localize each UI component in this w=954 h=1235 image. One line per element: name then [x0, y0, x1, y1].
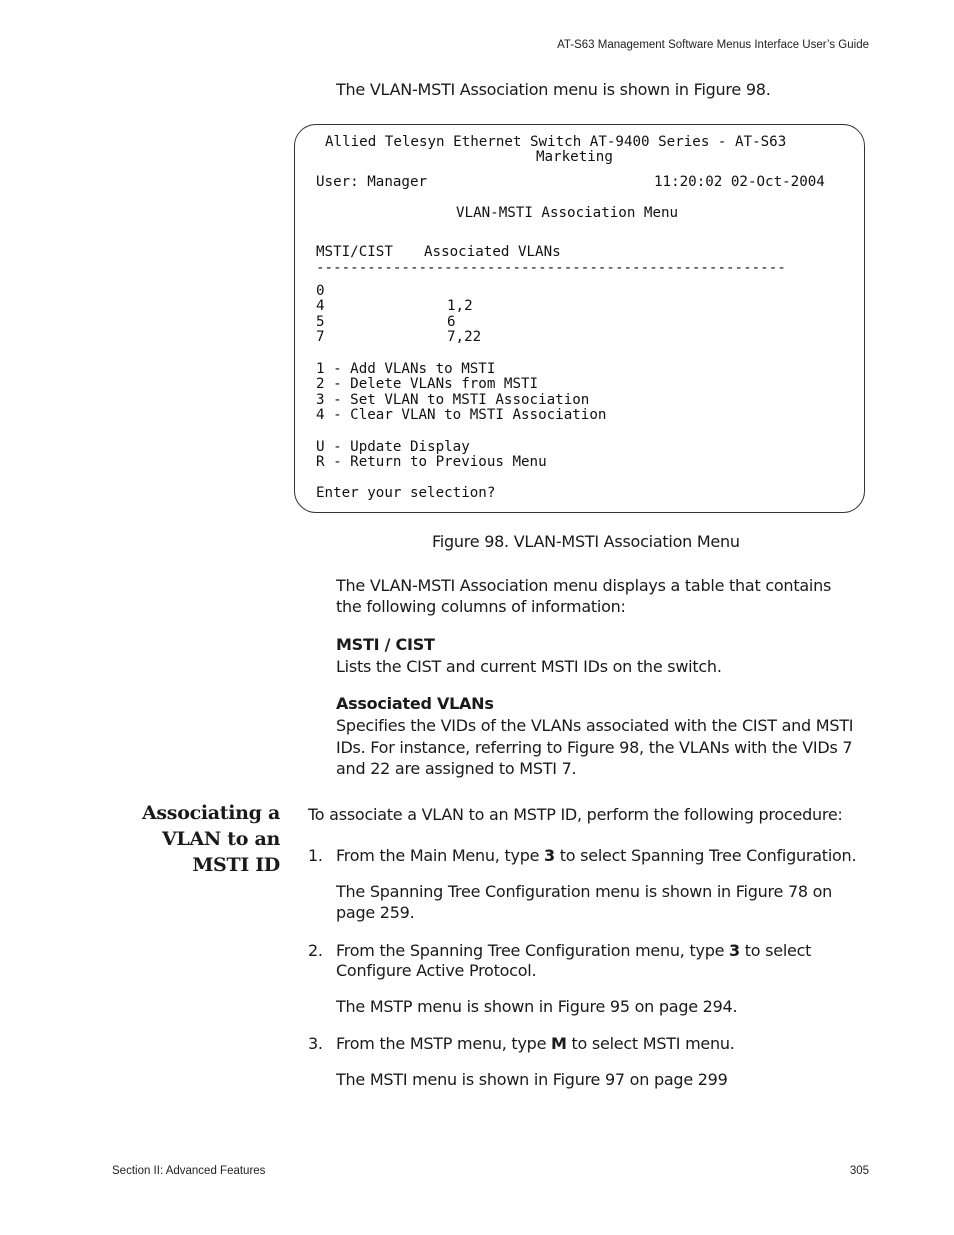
menu-option-add[interactable]: 1 - Add VLANs to MSTI [316, 361, 496, 377]
section-heading-line2: VLAN to an [161, 828, 280, 850]
terminal-menu-title: VLAN-MSTI Association Menu [456, 205, 679, 221]
table-row-vlans: 7,22 [447, 329, 482, 345]
step-text: to select Spanning Tree Configuration. [554, 846, 857, 865]
figure-caption: Figure 98. VLAN-MSTI Association Menu [432, 532, 740, 551]
term-title-msti-cist: MSTI / CIST [336, 635, 435, 654]
column-header-vlans: Associated VLANs [424, 244, 561, 260]
term-text-line3: and 22 are assigned to MSTI 7. [336, 759, 577, 778]
menu-option-set[interactable]: 3 - Set VLAN to MSTI Association [316, 392, 590, 408]
step-key: 3 [729, 941, 740, 960]
table-row-msti: 0 [316, 283, 325, 299]
footer-section: Section II: Advanced Features [112, 1165, 266, 1177]
term-text-line1: Specifies the VIDs of the VLANs associated with the CIST and MSTI [336, 716, 854, 735]
step-text: to select MSTI menu. [566, 1034, 735, 1053]
step-2-line2: Configure Active Protocol. [336, 961, 537, 980]
note-1-line1: The Spanning Tree Configuration menu is shown in Figure 78 on [336, 882, 833, 901]
table-row-msti: 4 [316, 298, 325, 314]
running-header: AT-S63 Management Software Menus Interface User’s Guide [557, 39, 869, 51]
table-row-vlans: 6 [447, 314, 456, 330]
selection-prompt[interactable]: Enter your selection? [316, 485, 496, 501]
menu-option-delete[interactable]: 2 - Delete VLANs from MSTI [316, 376, 539, 392]
terminal-banner-line1: Allied Telesyn Ethernet Switch AT-9400 Series - AT-S63 [325, 134, 787, 150]
intro-text: The VLAN-MSTI Association menu is shown in Figure 98. [336, 80, 771, 99]
procedure-intro: To associate a VLAN to an MSTP ID, perform the following procedure: [308, 805, 843, 824]
step-1-text [336, 845, 856, 866]
column-header-msti: MSTI/CIST [316, 244, 393, 260]
step-3-text [336, 1033, 735, 1054]
step-text: From the Spanning Tree Configuration menu, type [336, 941, 730, 960]
table-row-vlans: 1,2 [447, 298, 473, 314]
step-number: 1. [308, 846, 323, 865]
step-key: 3 [544, 846, 555, 865]
menu-option-update[interactable]: U - Update Display [316, 439, 470, 455]
table-row-msti: 5 [316, 314, 325, 330]
step-text: From the MSTP menu, type [336, 1034, 551, 1053]
note-3: The MSTI menu is shown in Figure 97 on page 299 [336, 1070, 728, 1089]
term-text-line2: IDs. For instance, referring to Figure 98, the VLANs with the VIDs 7 [336, 738, 853, 757]
step-text: From the Main Menu, type [336, 846, 545, 865]
terminal-screen [294, 124, 865, 513]
step-number: 3. [308, 1034, 323, 1053]
terminal-banner-line2: Marketing [536, 149, 613, 165]
term-title-associated-vlans: Associated VLANs [336, 694, 494, 713]
note-2: The MSTP menu is shown in Figure 95 on page 294. [336, 997, 738, 1016]
terminal-timestamp: 11:20:02 02-Oct-2004 [654, 174, 825, 190]
section-heading-line3: MSTI ID [192, 854, 280, 876]
step-number: 2. [308, 941, 323, 960]
menu-option-return[interactable]: R - Return to Previous Menu [316, 454, 547, 470]
term-text-msti-cist: Lists the CIST and current MSTI IDs on the switch. [336, 657, 722, 676]
step-2-text [336, 940, 811, 961]
description-line2: the following columns of information: [336, 597, 626, 616]
terminal-divider: ------------------------------------------------------- [316, 260, 786, 276]
table-row-msti: 7 [316, 329, 325, 345]
section-heading-line1: Associating a [141, 802, 280, 824]
step-key: M [551, 1034, 567, 1053]
terminal-user: User: Manager [316, 174, 428, 190]
menu-option-clear[interactable]: 4 - Clear VLAN to MSTI Association [316, 407, 607, 423]
page-number: 305 [849, 1165, 869, 1177]
description-line1: The VLAN-MSTI Association menu displays a table that contains [336, 576, 832, 595]
section-heading [142, 800, 280, 878]
step-text: to select [739, 941, 812, 960]
note-1-line2: page 259. [336, 903, 415, 922]
